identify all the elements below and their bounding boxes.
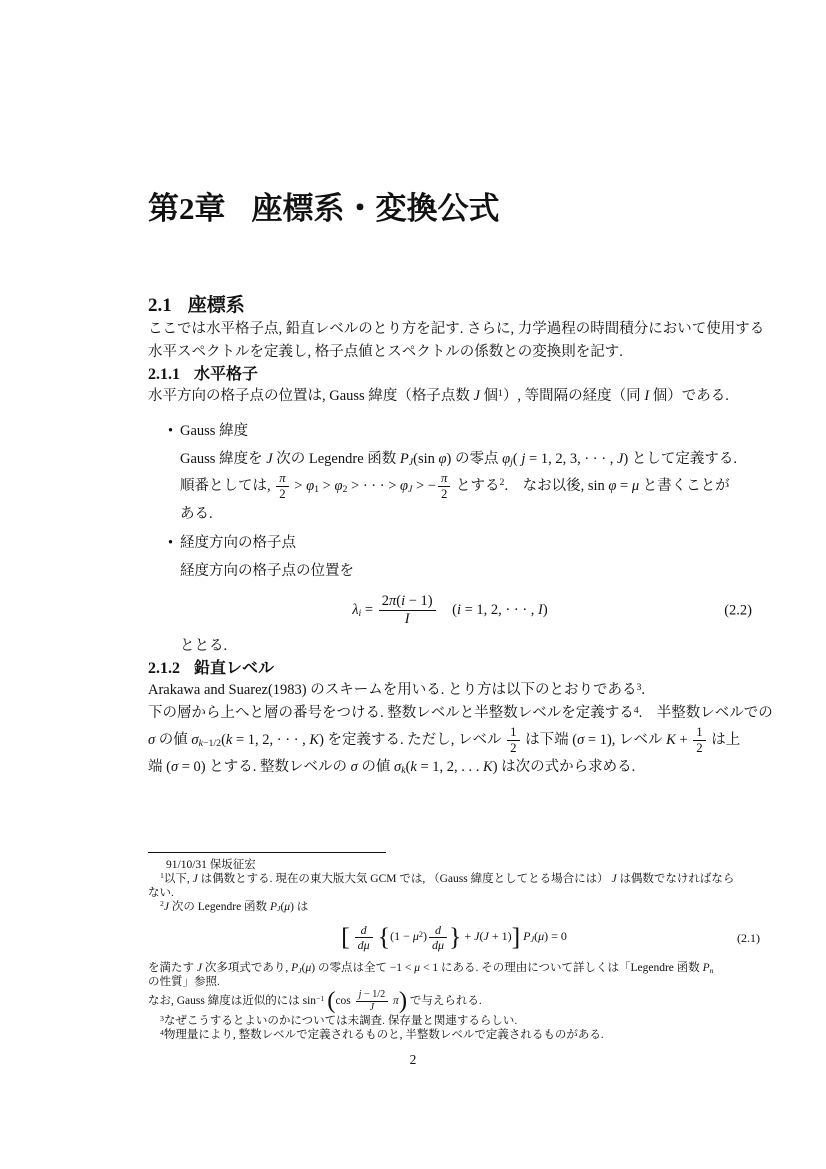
section-heading	[148, 294, 752, 318]
section-intro-paragraph: ここでは水平格子点, 鉛直レベルのとり方を記す. さらに, 力学過程の時間積分において使用する 水平スペクトルを定義し, 格子点値とスペクトルの係数との変換則を記す.	[148, 321, 765, 360]
footnote-2-continuation: を満たす J 次多項式であり, $P_J(\mu)$ の零点は全て −1 < μ < 1 にある. その理由について詳しくは「Legendre 函数 $P_n$ の性質」参照.	[148, 962, 714, 989]
subsection-title: 水平格子	[194, 366, 259, 383]
footnote-3: $^3$なぜこうするとよいのかについては未調査. 保存量と関連するらしい.	[160, 1013, 518, 1028]
subsection-number: 2.1.2	[148, 660, 180, 678]
longitude-grid-intro: 経度方向の格子点の位置を	[180, 563, 354, 580]
bullet-line	[148, 532, 752, 555]
horizontal-grid-lead-paragraph: 水平方向の格子点の位置は, Gauss 緯度（格子点数 J 個$^1$）, 等間隔の経度（同 I 個）である.	[148, 387, 729, 404]
list-item-gauss-latitude	[148, 420, 752, 526]
footnote-2-note: なお, Gauss 緯度は近似的には $\sin^{-1} (\cos$ $\frac{j - 1/2}{J}$ π) で与えられる.	[148, 986, 482, 1014]
equation-2-2-number: (2.2)	[724, 602, 752, 619]
section-title: 座標系	[187, 295, 245, 316]
footnote-block	[148, 852, 760, 1042]
main-text-column	[148, 0, 773, 779]
longitude-grid-outro: ととる.	[180, 638, 228, 655]
bullet-icon: •	[168, 423, 174, 439]
subsection-title: 鉛直レベル	[194, 660, 275, 678]
bullet-icon: •	[168, 535, 174, 552]
vertical-levels-paragraph-1: Arakawa and Suarez(1983) のスキームを用いる. とり方は以下のとおりである$^3$.	[148, 681, 646, 699]
bullet-list	[148, 420, 752, 658]
footnote-2-intro: $^2$J 次の Legendre 函数 $P_J(\mu)$ は	[160, 899, 309, 914]
list-item-longitude-grid	[148, 532, 752, 658]
footnote-rule	[148, 852, 386, 853]
bullet-label: 経度方向の格子点	[180, 535, 296, 552]
subsection-heading-vertical-levels	[148, 658, 752, 679]
footnote-4: $^4$物理量により, 整数レベルで定義されるものと, 半整数レベルで定義されるものがある.	[160, 1027, 604, 1042]
chapter-number: 第2章	[148, 191, 226, 226]
page-number: 2	[409, 1052, 417, 1067]
revision-credit: 91/10/31 保坂征宏	[166, 859, 256, 871]
section-number: 2.1	[148, 295, 172, 316]
footnote-1: $^1$以下, J は偶数とする. 現在の東大版大気 GCM では, （Gauss 緯度としてとる場合には） J は偶数でなければなら ない.	[148, 871, 735, 899]
subsection-number: 2.1.1	[148, 366, 180, 383]
display-equation-2-1	[148, 919, 760, 956]
gauss-latitude-body: Gauss 緯度を J 次の Legendre 函数 $P_J(\sin$ φ) の零点 $\varphi_j$( j = 1, 2, 3, · · · , J) として定義する. 順番としては, $\frac{\pi}{2}$ > $\varphi_1 > \varphi_2$ > · · · > $\varphi_J$ > − $\frac{\pi}{2}$ とする$^2$. なお以後, sin φ = μ と書くことが ある.	[180, 451, 737, 523]
vertical-levels-paragraph-2: 下の層から上へと層の番号をつける. 整数レベルと半整数レベルを定義する$^4$. 半整数レベルでの σ の値 $\sigma_{k-1/2}(k = 1$, 2, · · · , K) を定義する. ただし, レベル $\frac{1}{2}$ は下端 (σ = 1), レベル K + $\frac{1}{2}$ は上 端 (σ = 0) とする. 整数レベルの σ の値 $\sigma_k(k = 1$, 2, . . . K) は次の式から求める.	[148, 704, 773, 777]
subsection-heading-horizontal-grid	[148, 364, 752, 385]
chapter-heading	[148, 190, 752, 228]
equation-2-1-body: [ $\frac{d}{d\mu}$ {$(1 - \mu^2)$ $\frac{d}{d\mu}$ } + J(J + 1)] $P_J(\mu) = 0$	[341, 922, 567, 953]
equation-2-2-body: $\lambda_i$ = $\frac{2\pi(i - 1)}{I}$ (i = 1, 2, · · · , I)	[352, 593, 548, 628]
chapter-title: 座標系・変換公式	[251, 191, 500, 226]
display-equation-2-2	[148, 587, 752, 634]
bullet-label: Gauss 緯度	[180, 423, 249, 439]
equation-2-1-number: (2.1)	[737, 930, 760, 945]
bullet-line	[148, 420, 752, 443]
